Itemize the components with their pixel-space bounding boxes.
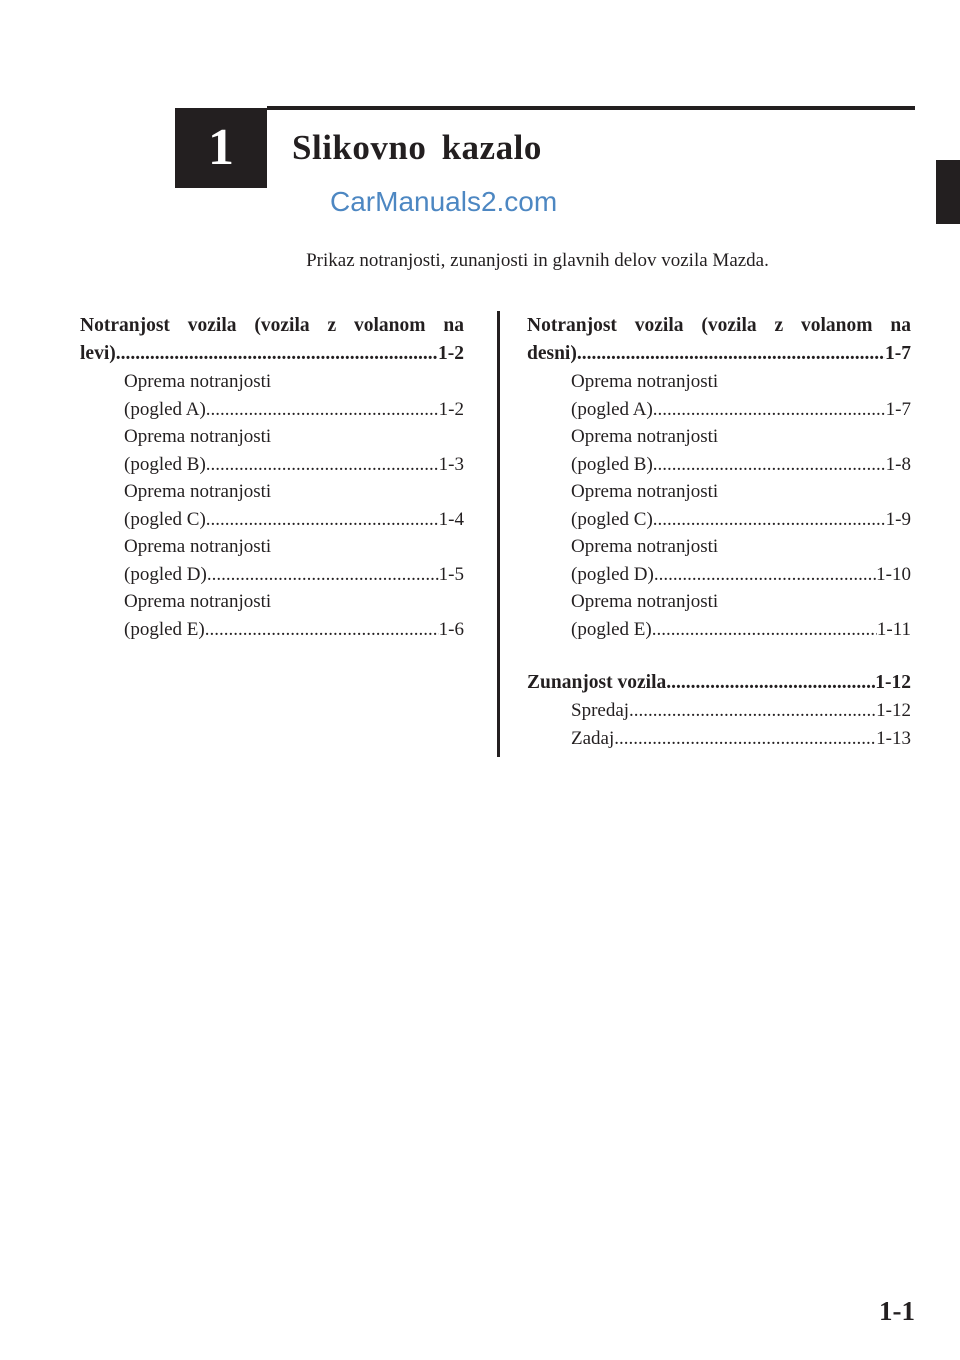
dot-leader <box>206 451 439 479</box>
dot-leader <box>614 725 876 753</box>
toc-entry-line2: (pogled C) <box>124 508 206 530</box>
toc-entry[interactable] <box>571 697 911 725</box>
dot-leader <box>653 396 886 424</box>
toc-page-number: 1-7 <box>885 398 911 420</box>
dot-leader <box>652 616 877 644</box>
chapter-number: 1 <box>208 119 234 176</box>
toc-page-number: 1-13 <box>876 727 911 749</box>
toc-left-column <box>80 312 464 643</box>
dot-leader <box>653 451 886 479</box>
toc-entry[interactable] <box>124 423 464 478</box>
toc-page-number: 1-4 <box>438 508 464 530</box>
toc-entry-line1: Oprema notranjosti <box>571 591 719 612</box>
chapter-header-rule <box>267 106 915 110</box>
toc-entry-line2: (pogled A) <box>571 398 653 420</box>
dot-leader <box>207 561 439 589</box>
chapter-number-box <box>175 108 267 188</box>
toc-page-number: 1-12 <box>876 700 911 721</box>
toc-section-title-line2: desni) <box>527 343 577 364</box>
dot-leader <box>654 561 876 589</box>
toc-page-number: 1-8 <box>885 453 911 475</box>
toc-entry[interactable] <box>124 478 464 533</box>
toc-entry-line1: Oprema notranjosti <box>124 426 272 447</box>
toc-entry-line2: (pogled D) <box>124 563 207 585</box>
toc-page-number: 1-7 <box>885 343 911 364</box>
toc-page-number: 1-12 <box>875 672 911 693</box>
chapter-side-tab <box>936 160 960 224</box>
toc-exterior-heading[interactable] <box>527 669 911 697</box>
toc-section-title-line2: levi) <box>80 343 116 364</box>
toc-page-number: 1-2 <box>438 343 464 364</box>
toc-entry-line2: (pogled B) <box>571 453 653 475</box>
dot-leader <box>206 396 439 424</box>
dot-leader <box>206 506 439 534</box>
toc-section-title-line1: Notranjost vozila (vozila z volanom na <box>527 315 911 336</box>
chapter-title: Slikovno kazalo <box>292 128 542 167</box>
toc-page-number: 1-11 <box>876 618 911 640</box>
toc-right-column <box>527 312 911 752</box>
chapter-intro: Prikaz notranjosti, zunanjosti in glavnih delov vozila Mazda. <box>306 250 769 271</box>
toc-entry[interactable] <box>571 533 911 588</box>
toc-entry-label: Zadaj <box>571 727 615 749</box>
toc-page-number: 1-5 <box>438 563 464 585</box>
toc-section-heading[interactable] <box>527 312 911 368</box>
dot-leader <box>205 616 439 644</box>
page-number: 1-1 <box>879 1296 915 1326</box>
toc-entry[interactable] <box>571 423 911 478</box>
dot-leader <box>629 697 876 725</box>
toc-page-number: 1-10 <box>876 563 911 585</box>
toc-entry-line1: Oprema notranjosti <box>124 536 272 557</box>
dot-leader <box>666 669 875 697</box>
toc-entry[interactable] <box>124 533 464 588</box>
toc-entry[interactable] <box>571 725 911 753</box>
dot-leader <box>577 340 885 368</box>
toc-page-number: 1-6 <box>438 618 464 640</box>
toc-entry[interactable] <box>571 478 911 533</box>
toc-entry[interactable] <box>571 368 911 423</box>
toc-entry-label: Spredaj <box>571 700 630 721</box>
toc-page-number: 1-2 <box>438 398 464 420</box>
toc-entry-line2: (pogled C) <box>571 508 653 530</box>
toc-entry-line2: (pogled B) <box>124 453 206 475</box>
toc-entry-line2: (pogled E) <box>571 618 652 640</box>
toc-entry-line1: Oprema notranjosti <box>571 371 719 392</box>
toc-entry[interactable] <box>124 368 464 423</box>
dot-leader <box>653 506 886 534</box>
toc-entry-line2: (pogled E) <box>124 618 205 640</box>
toc-entry-line1: Oprema notranjosti <box>124 481 272 502</box>
column-divider <box>497 311 500 757</box>
toc-section-title-line1: Notranjost vozila (vozila z volanom na <box>80 315 464 336</box>
toc-entry-line2: (pogled D) <box>571 563 654 585</box>
toc-entry-line1: Oprema notranjosti <box>571 426 719 447</box>
toc-entry[interactable] <box>571 588 911 643</box>
toc-entry[interactable] <box>124 588 464 643</box>
toc-section-heading[interactable] <box>80 312 464 368</box>
dot-leader <box>116 340 438 368</box>
toc-entry-line1: Oprema notranjosti <box>571 536 719 557</box>
toc-page-number: 1-3 <box>438 453 464 475</box>
toc-exterior-title: Zunanjost vozila <box>527 672 667 693</box>
toc-entry-line1: Oprema notranjosti <box>124 591 272 612</box>
watermark-logo: CarManuals2.com <box>330 186 558 217</box>
toc-page-number: 1-9 <box>885 508 911 530</box>
toc-entry-line1: Oprema notranjosti <box>124 371 272 392</box>
toc-entry-line1: Oprema notranjosti <box>571 481 719 502</box>
toc-entry-line2: (pogled A) <box>124 398 206 420</box>
